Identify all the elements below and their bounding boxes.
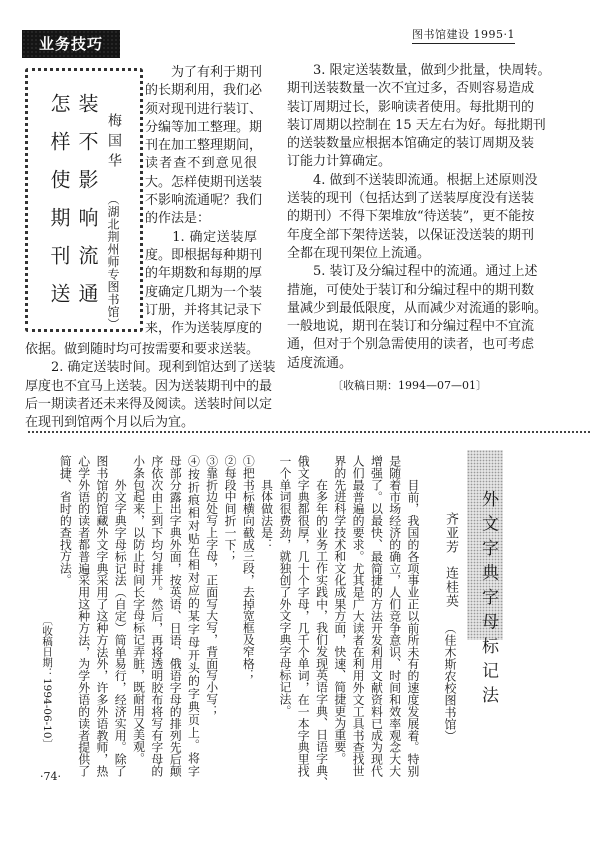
article2-body xyxy=(36,455,422,789)
text-column: 图书馆的馆藏外文字典采用了这种方法外，许多外语教师，热 xyxy=(94,455,109,777)
text-line: 一般地说，期刊在装订和分编过程中不宜流 xyxy=(287,319,535,335)
text-column: 界的先进科学技术和文化成果方面，快速、简捷更为重要。 xyxy=(332,455,347,765)
article2-author-1: 齐亚芳 xyxy=(443,512,458,554)
text-column: 人们最普遍的要求。尤其是广大读者在利用外文工具书查找世 xyxy=(351,455,366,777)
text-column: ②每段中间折一下； xyxy=(223,455,238,563)
text-line: 年度全部下架待送装，以保证没送装的期刊 xyxy=(287,227,535,243)
text-line: 通，但对于个别急需使用的读者，也可考虑 xyxy=(287,337,535,353)
article-left-column xyxy=(145,64,263,338)
text-column: 具体做法是： xyxy=(259,455,274,551)
text-column: 一个单词很费劲，就独创了外文字典字母标记法。 xyxy=(277,455,292,717)
text-line: 后一期读者还未来得及阅读。送装时间以定 xyxy=(25,396,273,412)
text-column: 母部分露出字典外面，按英语、日语、俄语字母的排列先后颠 xyxy=(168,455,183,777)
text-column: ③靠折边处写上字母，正面写大写，背面写小写； xyxy=(204,455,219,717)
text-column: 是随着市场经济的确立，人们竞争意识、时间和效率观念大大 xyxy=(387,455,402,777)
article-left-full-width xyxy=(25,341,276,432)
text-line: 订册，并将其记录下 xyxy=(145,302,263,318)
text-line: 为了有利于期刊 xyxy=(145,65,263,80)
article2-title: 外文字典字母标记法 xyxy=(478,490,498,711)
text-column: ①把书标横向截成三段，去掉宽框及窄格； xyxy=(241,455,256,682)
text-line: 2. 确定送装时间。现利到馆达到了送装 xyxy=(25,360,276,376)
article2-author-2: 连桂英 xyxy=(443,566,458,608)
article2-received-date: 〔收稿日期：1994-06-10〕 xyxy=(41,615,54,750)
article-title-box xyxy=(25,68,143,332)
text-line: 不影响流通呢？我们 xyxy=(145,193,263,209)
text-column: 简捷、省时的查找方法。 xyxy=(58,455,73,586)
text-line: 全都在现刊架位上流通。 xyxy=(287,245,431,261)
text-column: 心学外语的读者都普遍采用这种方法，为学外语的读者提供了 xyxy=(76,455,91,777)
text-column: 序依次由上到下均匀排开。然后，再将透明胶布将写有字母的 xyxy=(149,455,164,777)
text-line: 的作法是： xyxy=(145,211,211,227)
text-column: 外文字典字母标记法（自定）简单易行，经济实用。除了 xyxy=(113,455,128,777)
article2-affiliation: （佳木斯农校图书馆） xyxy=(443,622,457,742)
text-line: 须对现刊进行装订、 xyxy=(145,101,263,117)
text-line: 刊在加工整理期间， xyxy=(145,138,263,154)
text-line: 措施，可使处于装订和分编过程中的期刊数 xyxy=(287,282,535,298)
text-column: 在多年的业务工作实践中，我们发现英语字典、日语字典、 xyxy=(314,455,329,789)
section-divider xyxy=(28,431,590,433)
text-line: 来，作为送装厚度的 xyxy=(145,321,263,337)
journal-header: 图书馆建设 1995·1 xyxy=(412,26,515,44)
text-line: 期刊送装数量一次不宜过多，否则容易造成 xyxy=(287,81,535,97)
article2-authors xyxy=(441,512,460,742)
text-line: 依据。做到随时均可按需要和要求送装。 xyxy=(25,342,260,357)
page-number: ·74· xyxy=(40,770,61,783)
text-column: 增强了。以最快、最简捷的方法开发利用文献资料已成为现代 xyxy=(369,455,384,777)
text-line: 度确定几期为一个装 xyxy=(145,284,263,300)
text-column: ④按折痕相对贴在相对应的某字母开头的字典页上。将字 xyxy=(186,455,201,777)
article-title-part2: 装不影响流通 xyxy=(75,93,99,321)
text-column: 小条包起来，以防止时间长字母标记弄脏，既耐用又美观。 xyxy=(131,455,146,765)
article-affiliation: （湖北荆州师专图书馆） xyxy=(106,193,120,331)
text-line: 适度流通。 xyxy=(287,355,353,371)
text-line: 送装的现刊（包括达到了送装厚度没有送装 xyxy=(287,191,535,207)
text-line: 4. 做到不送装即流通。根据上述原则没 xyxy=(287,172,538,188)
text-line: 度。即根据每种期刊 xyxy=(145,247,263,263)
text-column: 目前，我国的各项事业正以前所未有的速度发展着。特别 xyxy=(406,455,420,777)
section-badge: 业务技巧 xyxy=(22,30,120,58)
text-line: 3. 限定送装数量，做到少批量，快周转。 xyxy=(287,63,551,78)
text-line: 装订周期以控制在 15 天左右为好。每批期刊 xyxy=(287,117,546,133)
article-title-part1: 怎样使期刊送 xyxy=(47,93,71,321)
text-line: 分编等加工整理。期 xyxy=(145,119,263,135)
article-right-column xyxy=(287,62,551,373)
text-line: 的期刊）不得下架堆放“待送装”，更不能按 xyxy=(287,209,535,225)
text-column: 俄文字典都很厚，几十个字母，几千个单词，在一本字典里找 xyxy=(296,455,311,777)
text-line: 大。怎样使期刊送装 xyxy=(145,174,263,190)
text-line: 的年期数和每期的厚 xyxy=(145,266,263,282)
text-line: 5. 装订及分编过程中的流通。通过上述 xyxy=(287,264,538,280)
text-line: 读者查不到意见很 xyxy=(145,156,257,172)
text-line: 量减少到最低限度，从而减少对流通的影响。 xyxy=(287,300,548,316)
text-line: 的长期利用，我们必 xyxy=(145,83,263,99)
text-line: 装订周期过长，影响读者使用。每批期刊的 xyxy=(287,99,535,115)
article-author: 梅国华 xyxy=(106,113,122,173)
received-date: 〔收稿日期：1994—07—01〕 xyxy=(332,379,487,392)
text-line: 1. 确定送装厚 xyxy=(145,229,257,245)
text-line: 在现刊到馆两个月以后为宜。 xyxy=(25,415,195,431)
text-line: 订能力计算确定。 xyxy=(287,154,392,170)
text-line: 厚度也不宜马上送装。因为送装期刊中的最 xyxy=(25,378,273,394)
text-line: 的送装数量应根据本馆确定的装订周期及装 xyxy=(287,136,535,152)
